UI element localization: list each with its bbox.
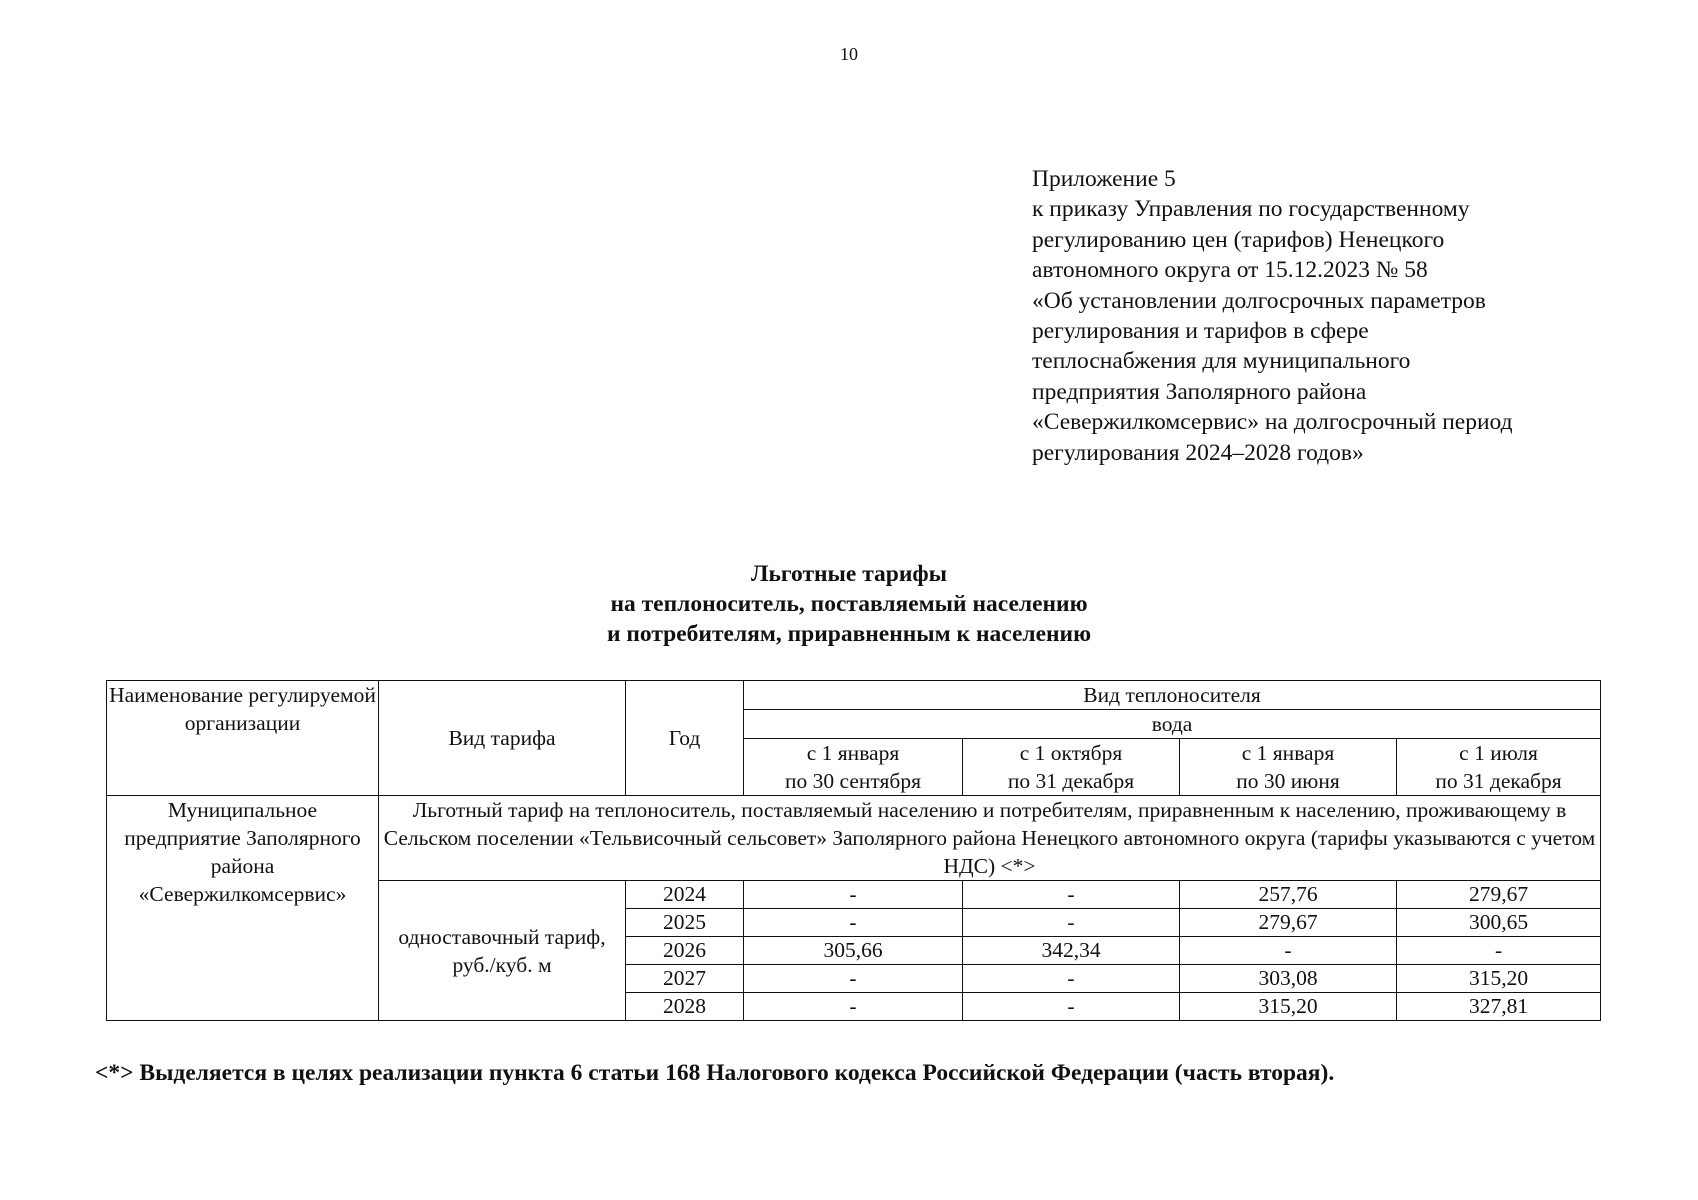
period-start: с 1 января (1241, 741, 1335, 765)
appendix-line: регулирования и тарифов в сфере (1032, 318, 1369, 345)
value-cell: - (963, 881, 1180, 909)
value-cell: 305,66 (744, 937, 963, 965)
header-period (744, 739, 963, 796)
title-line: и потребителям, приравненным к населению (606, 621, 1092, 647)
period-start: с 1 июля (1459, 741, 1538, 765)
tariff-description: Льготный тариф на теплоноситель, поставляемый населению и потребителям, приравненным к населению, проживающему в Сельском поселении «Тельвисочный сельсовет» Заполярного района Ненецкого автономного округа (тарифы указываются с учетом НДС) <*> (379, 796, 1601, 881)
page-number: 10 (840, 44, 858, 64)
value-cell: 300,65 (1397, 909, 1601, 937)
value-cell: - (744, 909, 963, 937)
footnote: <*> Выделяется в целях реализации пункта 6 статьи 168 Налогового кодекса Российской Федерации (часть вторая). (95, 1060, 1335, 1086)
tariff-kind: одноставочный тариф, руб./куб. м (379, 881, 626, 1021)
value-cell: - (963, 965, 1180, 993)
appendix-line: «Об установлении долгосрочных параметров (1032, 287, 1486, 314)
value-cell: - (963, 909, 1180, 937)
value-cell: - (1180, 937, 1397, 965)
value-cell: 342,34 (963, 937, 1180, 965)
year-cell: 2024 (626, 881, 744, 909)
period-end: по 31 декабря (1007, 769, 1135, 793)
value-cell: - (744, 881, 963, 909)
year-cell: 2028 (626, 993, 744, 1021)
header-carrier-type: Вид теплоносителя (744, 681, 1601, 710)
header-tariff-type: Вид тарифа (379, 681, 626, 796)
value-cell: - (744, 993, 963, 1021)
value-cell: - (1397, 937, 1601, 965)
value-cell: 315,20 (1397, 965, 1601, 993)
period-end: по 30 июня (1236, 769, 1340, 793)
header-period (963, 739, 1180, 796)
value-cell: 303,08 (1180, 965, 1397, 993)
period-start: с 1 октября (1019, 741, 1123, 765)
value-cell: 315,20 (1180, 993, 1397, 1021)
header-period (1180, 739, 1397, 796)
period-end: по 30 сентября (785, 769, 921, 793)
appendix-line: Приложение 5 (1032, 166, 1176, 192)
appendix-line: регулированию цен (тарифов) Ненецкого (1032, 226, 1445, 253)
year-cell: 2025 (626, 909, 744, 937)
header-carrier: вода (744, 710, 1601, 739)
header-org-name: Наименование регулируемой организации (107, 681, 379, 796)
appendix-reference (1032, 164, 1652, 468)
value-cell: 279,67 (1397, 881, 1601, 909)
year-cell: 2027 (626, 965, 744, 993)
year-cell: 2026 (626, 937, 744, 965)
appendix-line: автономного округа от 15.12.2023 № 58 (1032, 257, 1428, 284)
value-cell: - (963, 993, 1180, 1021)
header-period (1397, 739, 1601, 796)
title-line: на теплоноситель, поставляемый населению (610, 591, 1088, 617)
appendix-line: регулирования 2024–2028 годов» (1032, 439, 1364, 466)
period-end: по 31 декабря (1435, 769, 1562, 793)
value-cell: 257,76 (1180, 881, 1397, 909)
appendix-line: предприятия Заполярного района (1032, 378, 1367, 405)
value-cell: 279,67 (1180, 909, 1397, 937)
value-cell: 327,81 (1397, 993, 1601, 1021)
appendix-line: теплоснабжения для муниципального (1032, 348, 1411, 375)
title-line: Льготные тарифы (751, 561, 947, 587)
document-title (0, 559, 1698, 649)
period-start: с 1 января (806, 741, 900, 765)
organization-name: Муниципальное предприятие Заполярного района «Севержилкомсервис» (107, 796, 379, 1021)
header-year: Год (626, 681, 744, 796)
value-cell: - (744, 965, 963, 993)
appendix-line: «Севержилкомсервис» на долгосрочный период (1032, 409, 1513, 436)
tariffs-table (106, 680, 1601, 1021)
appendix-line: к приказу Управления по государственному (1032, 196, 1470, 223)
